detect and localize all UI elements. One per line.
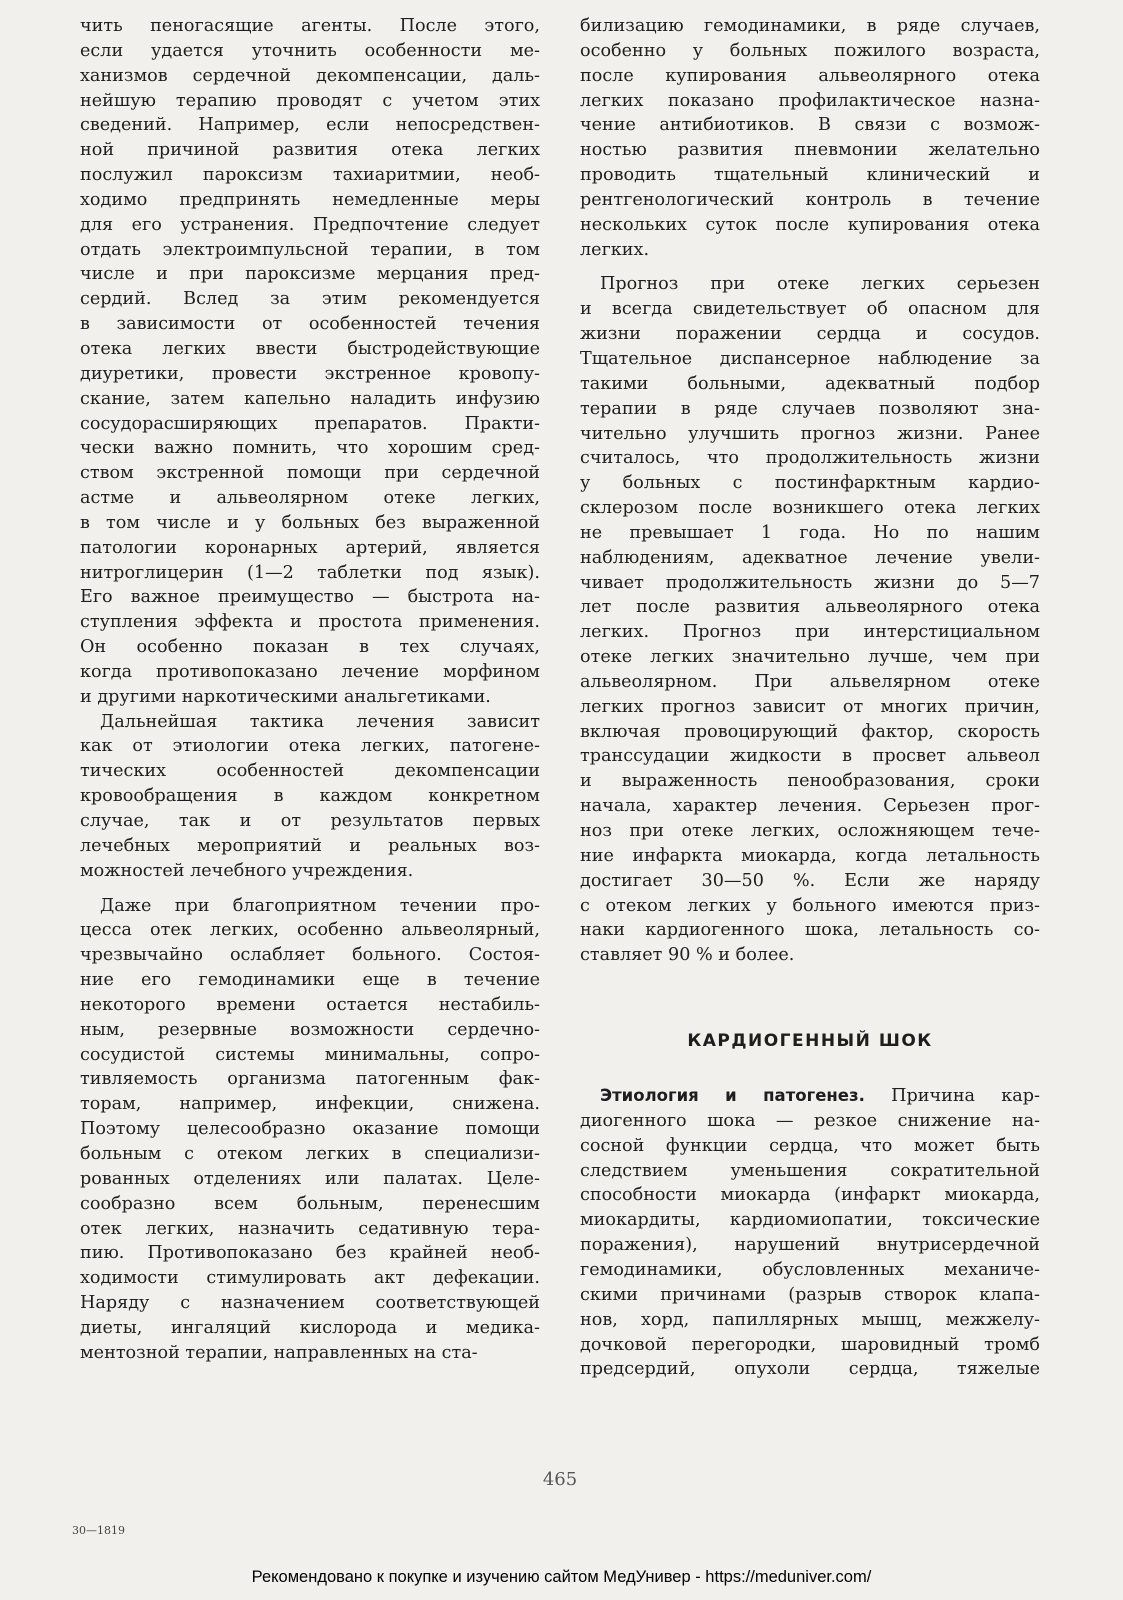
text-line: патологии коронарных артерий, является [80,537,540,558]
text-line: с отеком легких у больного имеются приз- [580,895,1040,916]
text-line: транссудации жидкости в просвет альвеол [580,746,1040,767]
text-line: нитроглицерин (1—2 таблетки под язык). [80,562,540,583]
text-line: ставляет 90 % и более. [580,945,795,966]
text-line: и всегда свидетельствует об опасном для [580,299,1040,320]
text-line: случае, так и от результатов первых [80,811,540,831]
text-line: когда противопоказано лечение морфином [80,661,540,682]
text-line: как от этиологии отека легких, патогене- [80,736,540,757]
text-line: сосудистой системы минимальны, сопро- [80,1044,540,1065]
text-line: послужил пароксизм тахиаритмии, необ- [80,165,540,186]
text-line: сосной функции сердца, что может быть [580,1135,1040,1156]
text-line: сведений. Например, если непосредствен- [80,115,540,136]
text-line: ступления эффекта и простота применения. [80,612,540,633]
text-line: пию. Противопоказано без крайней необ- [80,1243,540,1264]
text-line: тивляемость организма патогенным фак- [80,1069,540,1090]
subsection-first-line-text: Причина кар- [864,1086,1040,1107]
text-line: ноз при отеке легких, осложняющем тече- [580,821,1040,841]
text-line: лет после развития альвеолярного отека [580,597,1040,618]
footer-link-text[interactable]: Рекомендовано к покупке и изучению сайтом МедУнивер - https://meduniver.com/ [251,1568,872,1586]
text-line: чение антибиотиков. В связи с возмож- [580,115,1040,136]
text-line: чительно улучшить прогноз жизни. Ранее [580,423,1040,444]
text-line: скими причинами (разрыв створок клапа- [580,1284,1040,1305]
text-line: ханизмов сердечной декомпенсации, даль- [80,65,540,86]
text-line: цесса отек легких, особенно альвеолярный, [80,920,540,941]
text-line: альвеолярном. При альвелярном отеке [580,671,1040,692]
text-line: ходимо предпринять немедленные меры [80,189,540,210]
text-line: Поэтому целесообразно оказание помощи [80,1119,540,1140]
text-line: Дальнейшая тактика лечения зависит [100,711,540,732]
text-line: рованных отделениях или палатах. Целе- [80,1168,540,1189]
text-line: чивает продолжительность жизни до 5—7 [580,572,1040,593]
text-line: если удается уточнить особенности ме- [80,40,540,61]
text-line: диуретики, провести экстренное кровопу- [80,363,540,384]
text-line: склерозом после возникшего отека легких [580,498,1040,519]
text-line: можностей лечебного учреждения. [80,860,414,881]
text-line: легких показано профилактическое назна- [580,90,1040,111]
text-line: диеты, ингаляций кислорода и медика- [80,1317,540,1338]
text-line: особенно у больных пожилого возраста, [580,40,1040,61]
right-column [580,14,1040,1382]
text-line: нескольких суток после купирования отека [580,214,1040,235]
text-line: ностью развития пневмонии желательно [580,140,1040,161]
signature-mark: 30—1819 [72,1524,125,1537]
text-line: чрезвычайно ослабляет больного. Состоя- [80,945,540,966]
text-line: отека легких ввести быстродействующие [80,338,540,359]
left-column [80,14,540,1366]
text-line: некоторого времени остается нестабиль- [80,994,540,1015]
text-line: ние инфаркта миокарда, когда летальность [580,845,1040,866]
text-line: Он особенно показан в тех случаях, [80,637,540,658]
text-line: легких. Прогноз при интерстициальном [580,622,1040,643]
page-number: 465 [542,1469,578,1490]
text-line: астме и альвеолярном отеке легких, [80,488,540,509]
text-line: терапии в ряде случаев позволяют зна- [580,398,1040,419]
text-line: сердий. Вслед за этим рекомендуется [80,289,540,310]
text-line: отеке легких значительно лучше, чем при [580,647,1040,668]
text-line: легких. [580,239,650,260]
text-line: и другими наркотическими анальгетиками. [80,686,491,707]
right-column-bottom-text [580,1109,1040,1382]
text-line: ным, резервные возможности сердечно- [80,1019,540,1040]
subsection-label: Этиология и патогенез. [600,1086,865,1106]
text-line: считалось, что продолжительность жизни [580,448,1040,469]
text-line: чить пеногасящие агенты. После этого, [80,16,540,36]
text-line: поражения), нарушений внутрисердечной [580,1235,1040,1256]
text-line: Наряду с назначением соответствующей [80,1293,540,1314]
section-heading: КАРДИОГЕННЫЙ ШОК [687,1031,933,1052]
text-line: торам, например, инфекции, снижена. [80,1094,540,1115]
text-line: в зависимости от особенностей течения [80,314,540,335]
text-line: Даже при благоприятном течении про- [100,895,540,916]
text-line: для его устранения. Предпочтение следует [80,214,540,235]
text-line: такими больными, адекватный подбор [580,373,1040,394]
text-line: кровообращения в каждом конкретном [80,786,540,807]
text-line: способности миокарда (инфаркт миокарда, [580,1185,1040,1206]
text-line: наблюдениям, адекватное лечение увели- [580,547,1040,568]
text-line: отек легких, назначить седативную тера- [80,1218,540,1239]
text-line: следствием уменьшения сократительной [580,1160,1040,1181]
text-line: Прогноз при отеке легких серьезен [600,274,1040,295]
text-line: достигает 30—50 %. Если же наряду [580,870,1040,891]
text-line: лечебных мероприятий и реальных воз- [80,835,540,856]
text-line: билизацию гемодинамики, в ряде случаев, [580,16,1040,36]
text-line: Тщательное диспансерное наблюдение за [580,348,1040,369]
text-line: легких прогноз зависит от многих причин, [580,696,1040,717]
text-line: ние его гемодинамики еще в течение [80,970,540,991]
text-line: тических особенностей декомпенсации [80,761,540,782]
text-line: не превышает 1 года. Но по нашим [580,522,1040,543]
text-line: числе и при пароксизме мерцания пред- [80,264,540,285]
text-line: дочковой перегородки, шаровидный тромб [580,1334,1040,1355]
text-line: сообразно всем больным, перенесшим [80,1193,540,1214]
text-line: ментозной терапии, направленных на ста- [80,1342,478,1363]
text-line: отдать электроимпульсной терапии, в том [80,239,540,260]
text-line: ством экстренной помощи при сердечной [80,463,540,484]
subsection-first-line [580,1084,1040,1109]
text-line: у больных с постинфарктным кардио- [580,473,1040,494]
text-line: после купирования альвеолярного отека [580,65,1040,86]
text-line: жизни поражении сердца и сосудов. [580,324,1040,345]
text-line: миокардиты, кардиомиопатии, токсические [580,1210,1040,1231]
text-line: и выраженность пенообразования, сроки [580,771,1040,792]
text-line: больным с отеком легких в специализи- [80,1143,540,1164]
text-line: гемодинамики, обусловленных механиче- [580,1259,1040,1280]
text-line: сосудорасширяющих препаратов. Практи- [80,413,540,434]
text-line: рентгенологический контроль в течение [580,189,1040,210]
text-line: ходимости стимулировать акт дефекации. [80,1268,540,1289]
text-line: начала, характер лечения. Серьезен прог- [580,796,1040,817]
text-line: нов, хорд, папиллярных мышц, межжелу- [580,1309,1040,1330]
text-line: наки кардиогенного шока, летальность со- [580,920,1040,941]
text-line: в том числе и у больных без выраженной [80,512,540,533]
text-line: Его важное преимущество — быстрота на- [80,587,540,608]
text-line: проводить тщательный клинический и [580,165,1040,186]
right-column-top-text [580,14,1040,968]
text-line: чески важно помнить, что хорошим сред- [80,438,540,459]
text-line: нейшую терапию проводят с учетом этих [80,90,540,111]
text-line: скание, затем капельно наладить инфузию [80,388,540,409]
text-line: ной причиной развития отека легких [80,140,540,161]
text-line: диогенного шока — резкое снижение на- [580,1110,1040,1131]
text-line: предсердий, опухоли сердца, тяжелые [580,1359,1040,1380]
text-line: включая провоцирующий фактор, скорость [580,721,1040,742]
